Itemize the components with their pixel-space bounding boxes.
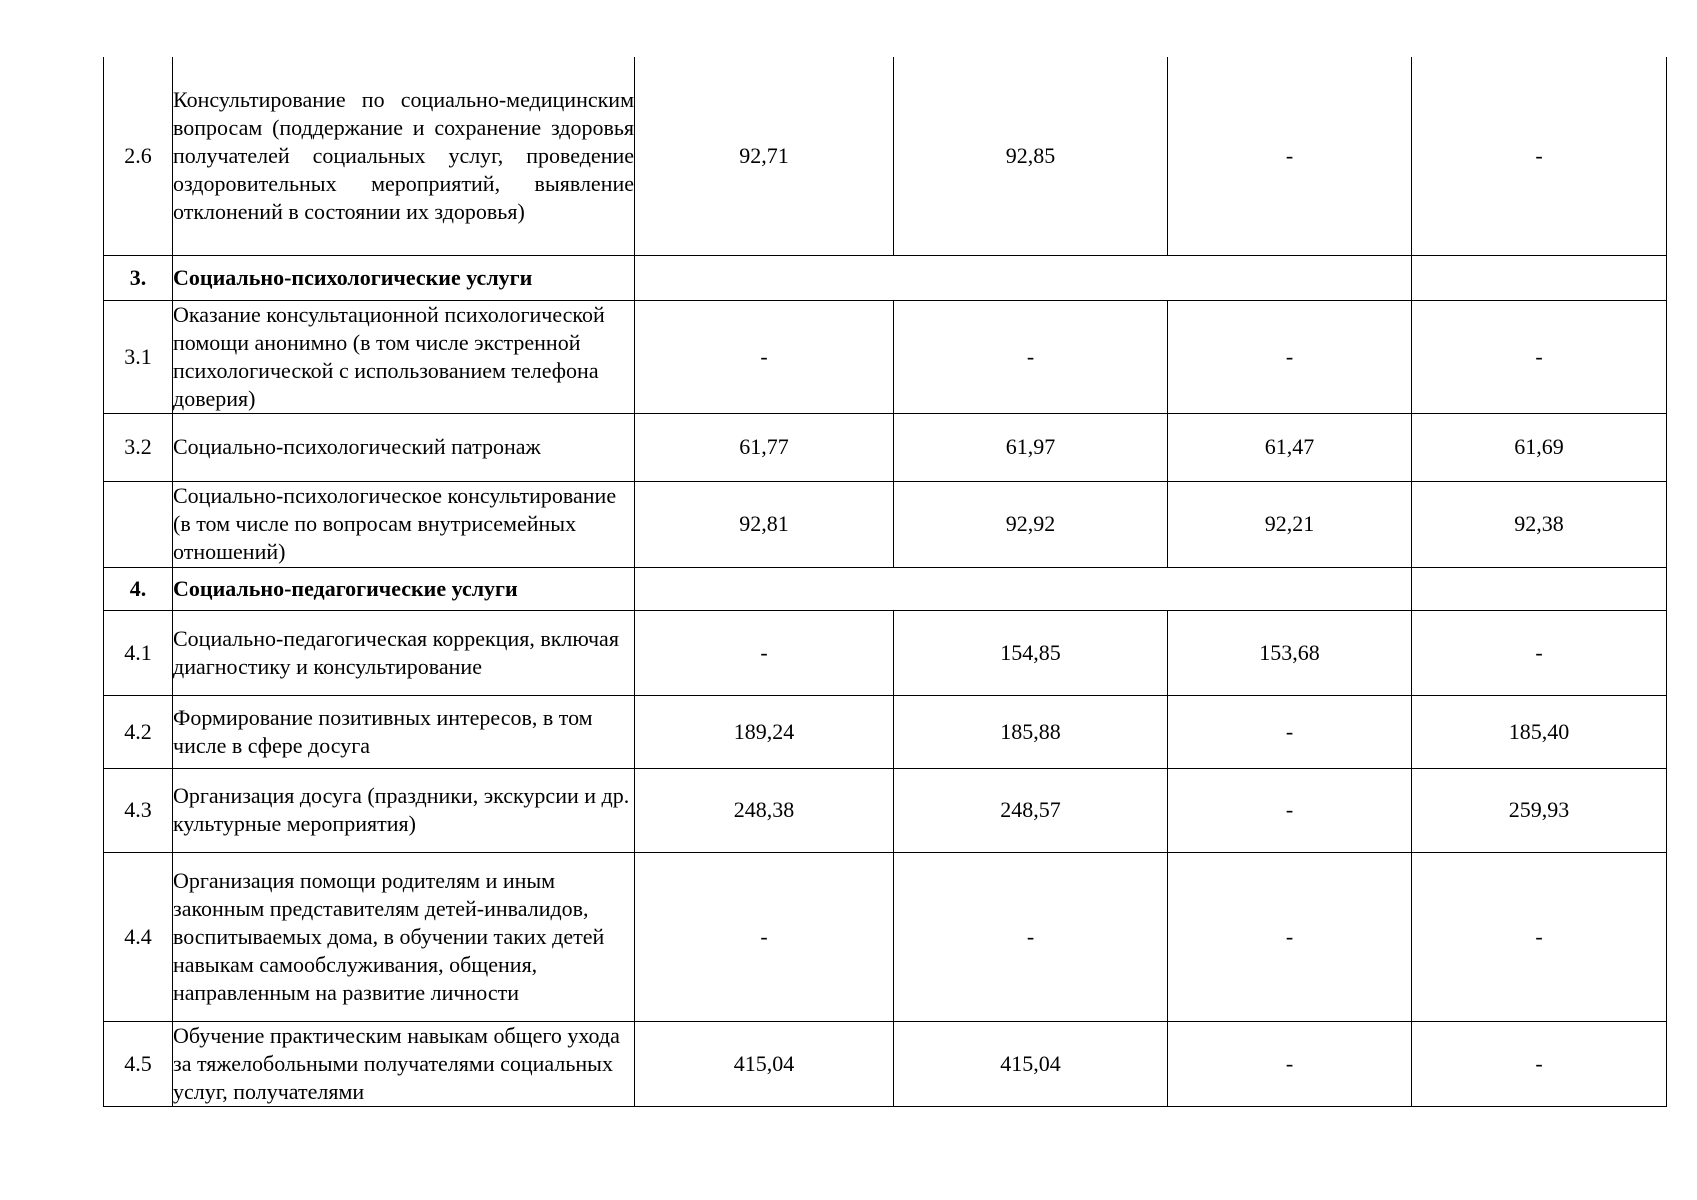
service-name: Социально-педагогическая коррекция, включая диагностику и консультирование	[173, 610, 635, 695]
section-number: 3.	[104, 255, 173, 300]
row-number: 4.5	[104, 1021, 173, 1106]
value-cell: -	[1168, 1021, 1412, 1106]
value-cell: -	[894, 300, 1168, 413]
row-number: 4.3	[104, 768, 173, 852]
value-cell: -	[635, 852, 894, 1021]
value-cell: 248,38	[635, 768, 894, 852]
value-cell: 92,21	[1168, 481, 1412, 567]
section-blank	[635, 255, 1412, 300]
section-title: Социально-педагогические услуги	[173, 567, 635, 610]
value-cell: -	[1168, 768, 1412, 852]
service-name: Обучение практическим навыкам общего ухода за тяжелобольными получателями социальных услуг, получателями	[173, 1021, 635, 1106]
table-row	[104, 768, 1667, 852]
section-blank	[1412, 255, 1667, 300]
value-cell: -	[1412, 300, 1667, 413]
row-number: 4.2	[104, 695, 173, 768]
value-cell: -	[1412, 852, 1667, 1021]
row-number: 2.6	[104, 57, 173, 255]
service-name: Организация помощи родителям и иным законным представителям детей-инвалидов, воспитываемых дома, в обучении таких детей навыкам самообслуживания, общения, направленным на развитие личности	[173, 852, 635, 1021]
value-cell: 153,68	[1168, 610, 1412, 695]
service-name: Организация досуга (праздники, экскурсии и др. культурные мероприятия)	[173, 768, 635, 852]
section-row	[104, 255, 1667, 300]
table-row	[104, 695, 1667, 768]
value-cell: 92,81	[635, 481, 894, 567]
table-row	[104, 413, 1667, 481]
table-row	[104, 610, 1667, 695]
section-number: 4.	[104, 567, 173, 610]
value-cell: -	[1168, 695, 1412, 768]
tariff-table	[103, 57, 1667, 1107]
table-row	[104, 57, 1667, 255]
value-cell: 61,77	[635, 413, 894, 481]
value-cell: -	[635, 610, 894, 695]
value-cell: -	[1168, 57, 1412, 255]
value-cell: -	[1412, 1021, 1667, 1106]
value-cell: 415,04	[894, 1021, 1168, 1106]
section-blank	[635, 567, 1412, 610]
table-row	[104, 300, 1667, 413]
service-name: Социально-психологический патронаж	[173, 413, 635, 481]
table-row	[104, 1021, 1667, 1106]
section-row	[104, 567, 1667, 610]
value-cell: 92,92	[894, 481, 1168, 567]
service-name: Оказание консультационной психологической помощи анонимно (в том числе экстренной психологической с использованием телефона доверия)	[173, 300, 635, 413]
value-cell: 185,88	[894, 695, 1168, 768]
value-cell: 189,24	[635, 695, 894, 768]
service-name: Социально-психологическое консультирование (в том числе по вопросам внутрисемейных отношений)	[173, 481, 635, 567]
row-number: 4.4	[104, 852, 173, 1021]
row-number	[104, 481, 173, 567]
table-row	[104, 852, 1667, 1021]
value-cell: 154,85	[894, 610, 1168, 695]
row-number: 4.1	[104, 610, 173, 695]
value-cell: 415,04	[635, 1021, 894, 1106]
value-cell: 61,69	[1412, 413, 1667, 481]
value-cell: -	[1412, 57, 1667, 255]
value-cell: -	[894, 852, 1168, 1021]
service-name: Формирование позитивных интересов, в том числе в сфере досуга	[173, 695, 635, 768]
table-row	[104, 481, 1667, 567]
value-cell: -	[1168, 852, 1412, 1021]
value-cell: 185,40	[1412, 695, 1667, 768]
section-title: Социально-психологические услуги	[173, 255, 635, 300]
value-cell: 259,93	[1412, 768, 1667, 852]
value-cell: 248,57	[894, 768, 1168, 852]
value-cell: 61,47	[1168, 413, 1412, 481]
value-cell: -	[1168, 300, 1412, 413]
row-number: 3.2	[104, 413, 173, 481]
value-cell: 92,71	[635, 57, 894, 255]
service-name: Консультирование по социально-медицинским вопросам (поддержание и сохранение здоровья получателей социальных услуг, проведение оздоровительных мероприятий, выявление отклонений в состоянии их здоровья)	[173, 57, 635, 255]
value-cell: 61,97	[894, 413, 1168, 481]
value-cell: -	[635, 300, 894, 413]
section-blank	[1412, 567, 1667, 610]
value-cell: 92,38	[1412, 481, 1667, 567]
row-number: 3.1	[104, 300, 173, 413]
value-cell: -	[1412, 610, 1667, 695]
value-cell: 92,85	[894, 57, 1168, 255]
